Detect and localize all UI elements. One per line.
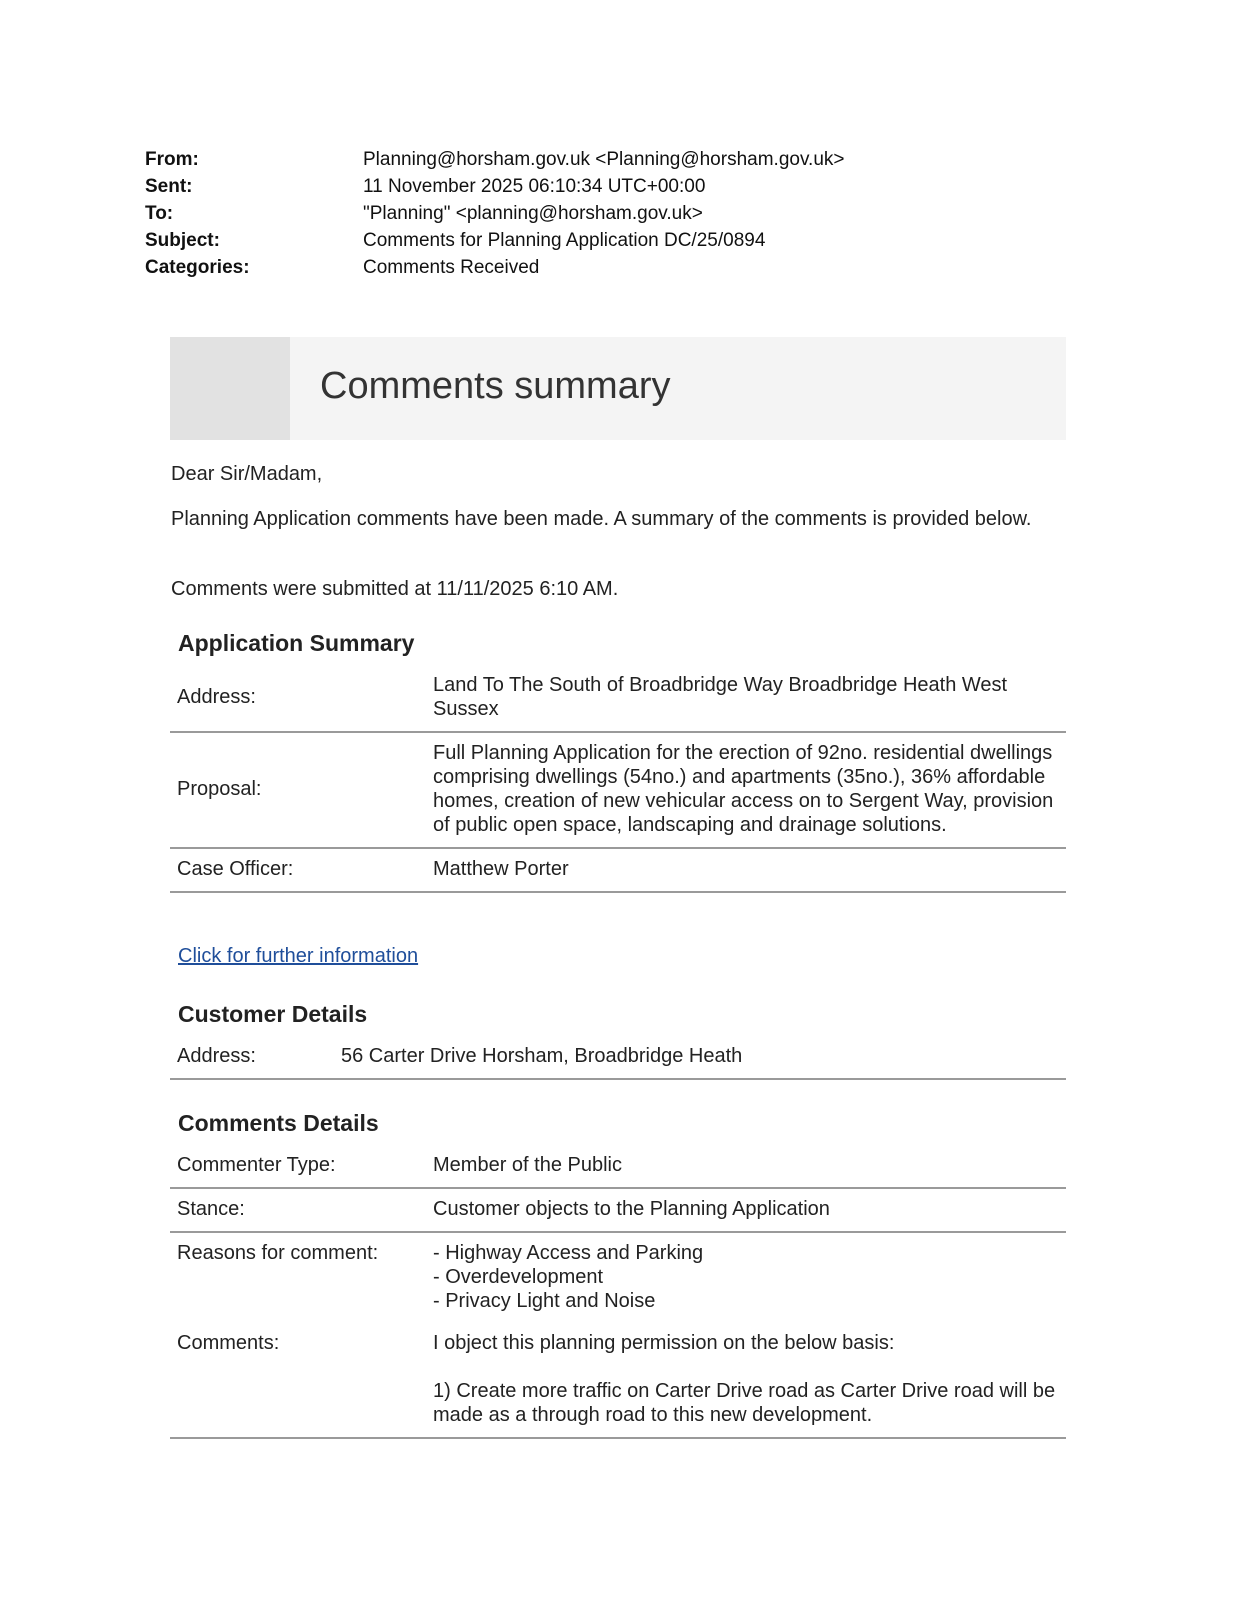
comments-label: Comments: <box>177 1332 280 1354</box>
categories-value: Comments Received <box>363 256 540 278</box>
reason-item: - Privacy Light and Noise <box>433 1290 656 1312</box>
to-label: To: <box>145 202 174 224</box>
from-row <box>145 146 845 173</box>
to-row <box>145 200 845 227</box>
categories-label: Categories: <box>145 256 250 278</box>
table-row <box>170 1188 1066 1232</box>
address-value: Land To The South of Broadbridge Way Broadbridge Heath West Sussex <box>433 674 1008 720</box>
address-label: Address: <box>177 686 256 708</box>
comments-details-title: Comments Details <box>178 1110 379 1136</box>
sent-value: 11 November 2025 06:10:34 UTC+00:00 <box>363 175 706 197</box>
application-summary-table <box>170 665 1066 893</box>
sent-row <box>145 173 845 200</box>
email-header <box>145 146 845 281</box>
table-row <box>170 732 1066 848</box>
table-row <box>170 1323 1066 1438</box>
further-information-link[interactable]: Click for further information <box>178 945 419 967</box>
stance-label: Stance: <box>177 1198 245 1220</box>
commenter-type-value: Member of the Public <box>433 1154 622 1176</box>
comment-line: 1) Create more traffic on Carter Drive road as Carter Drive road will be made as a through road to this new development. <box>433 1380 1056 1426</box>
comments-summary-banner <box>170 337 1066 440</box>
table-row <box>170 1036 1066 1079</box>
from-value: Planning@horsham.gov.uk <Planning@horsham.gov.uk> <box>363 148 845 170</box>
application-summary-title: Application Summary <box>178 630 415 656</box>
table-row <box>170 1232 1066 1323</box>
greeting: Dear Sir/Madam, <box>171 463 323 485</box>
customer-details-table <box>170 1036 1066 1080</box>
reason-item: - Overdevelopment <box>433 1266 604 1288</box>
customer-details-title: Customer Details <box>178 1001 368 1027</box>
case-officer-value: Matthew Porter <box>433 858 569 880</box>
table-row <box>170 665 1066 732</box>
stance-value: Customer objects to the Planning Application <box>433 1198 830 1220</box>
case-officer-label: Case Officer: <box>177 858 294 880</box>
table-row <box>170 848 1066 892</box>
reason-item: - Highway Access and Parking <box>433 1242 704 1264</box>
comments-text <box>426 1323 1066 1438</box>
subject-row <box>145 227 845 254</box>
submitted-text: Comments were submitted at 11/11/2025 6:10 AM. <box>171 578 619 600</box>
proposal-value: Full Planning Application for the erection of 92no. residential dwellings comprising dwellings (54no.) and apartments (35no.), 36% affordable homes, creation of new vehicular access on to Sergent Way, provision of public open space, landscaping and drainage solutions. <box>433 742 1054 836</box>
reasons-label: Reasons for comment: <box>177 1242 379 1264</box>
reasons-list <box>426 1232 1066 1323</box>
banner-title: Comments summary <box>320 365 671 407</box>
proposal-label: Proposal: <box>177 778 262 800</box>
customer-address-value: 56 Carter Drive Horsham, Broadbridge Heath <box>341 1045 743 1067</box>
customer-address-label: Address: <box>177 1045 256 1067</box>
subject-label: Subject: <box>145 229 220 251</box>
subject-value: Comments for Planning Application DC/25/0894 <box>363 229 766 251</box>
commenter-type-label: Commenter Type: <box>177 1154 336 1176</box>
from-label: From: <box>145 148 199 170</box>
to-value: "Planning" <planning@horsham.gov.uk> <box>363 202 703 224</box>
banner-accent-block <box>170 337 290 440</box>
comment-spacer <box>433 1355 1059 1379</box>
comments-details-table <box>170 1145 1066 1439</box>
table-row <box>170 1145 1066 1188</box>
comment-line: I object this planning permission on the below basis: <box>433 1332 895 1354</box>
intro-paragraph: Planning Application comments have been made. A summary of the comments is provided below. <box>171 508 1032 530</box>
sent-label: Sent: <box>145 175 193 197</box>
categories-row <box>145 254 845 281</box>
